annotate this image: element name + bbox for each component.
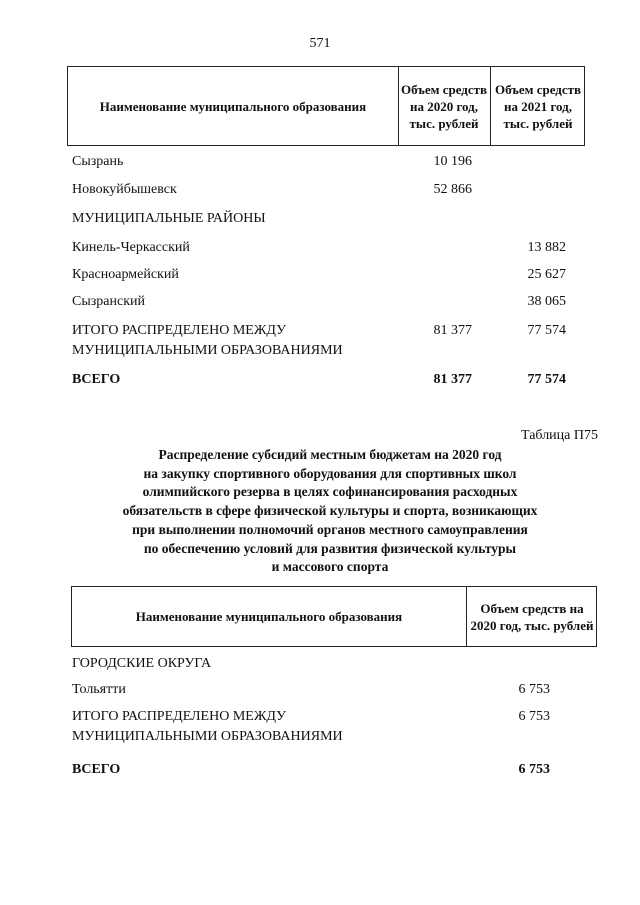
table2-title-line: и массового спорта [271,559,389,575]
table1-row-v2020: 10 196 [433,154,472,169]
table1-row-name: Сызранский [72,294,145,309]
table1-total-distributed-v2020: 81 377 [433,323,472,338]
table1-section-heading: МУНИЦИПАЛЬНЫЕ РАЙОНЫ [72,211,266,226]
table1-grand-total-v2020: 81 377 [433,372,472,387]
table1-grand-total-label: ВСЕГО [72,372,121,387]
table1-row-v2021: 25 627 [527,267,566,282]
table1-row-name: Красноармейский [72,267,179,282]
table2-title-line: по обеспечению условий для развития физической культуры [143,540,517,556]
table2-title-line: на закупку спортивного оборудования для спортивных школ [143,465,517,481]
table1-header-name: Наименование муниципального образования [68,67,399,145]
table2-header [71,586,597,647]
table2-title [80,446,580,577]
table1-row-name: Сызрань [72,154,124,169]
table2-title-line: при выполнении полномочий органов местного самоуправления [132,521,528,537]
table1-total-distributed-v2021: 77 574 [527,323,566,338]
table1-row-name: Новокуйбышевск [72,182,177,197]
table1-header-2021: Объем средств на 2021 год, тыс. рублей [494,81,582,131]
table1-header-2020: Объем средств на 2020 год, тыс. рублей [398,67,491,145]
table1-header [67,66,585,146]
table2-section-heading: ГОРОДСКИЕ ОКРУГА [72,656,212,671]
table1-row-v2021: 38 065 [527,294,566,309]
table2-grand-total-v2020: 6 753 [518,762,550,777]
page-number: 571 [309,36,331,51]
table2-total-distributed-line2: МУНИЦИПАЛЬНЫМИ ОБРАЗОВАНИЯМИ [72,729,343,744]
table2-title-line: обязательств в сфере физической культуры и спорта, возникающих [122,503,538,519]
table2-total-distributed-v2020: 6 753 [518,709,550,724]
table2-total-distributed-line1: ИТОГО РАСПРЕДЕЛЕНО МЕЖДУ [72,709,286,724]
table2-header-name: Наименование муниципального образования [72,587,467,646]
table1-total-distributed-line2: МУНИЦИПАЛЬНЫМИ ОБРАЗОВАНИЯМИ [72,343,343,358]
table1-grand-total-v2021: 77 574 [527,372,566,387]
table1-row-v2020: 52 866 [433,182,472,197]
table1-total-distributed-line1: ИТОГО РАСПРЕДЕЛЕНО МЕЖДУ [72,323,286,338]
table2-row-name: Тольятти [72,682,126,697]
table1-row-v2021: 13 882 [527,240,566,255]
table2-title-line: олимпийского резерва в целях софинансирования расходных [142,484,518,500]
table2-grand-total-label: ВСЕГО [72,762,121,777]
table2-row-v2020: 6 753 [518,682,550,697]
table2-number: Таблица П75 [521,428,598,443]
table2-header-2020: Объем средств на 2020 год, тыс. рублей [470,600,594,633]
table2-title-line: Распределение субсидий местным бюджетам на 2020 год [158,447,502,462]
table1-row-name: Кинель-Черкасский [72,240,190,255]
